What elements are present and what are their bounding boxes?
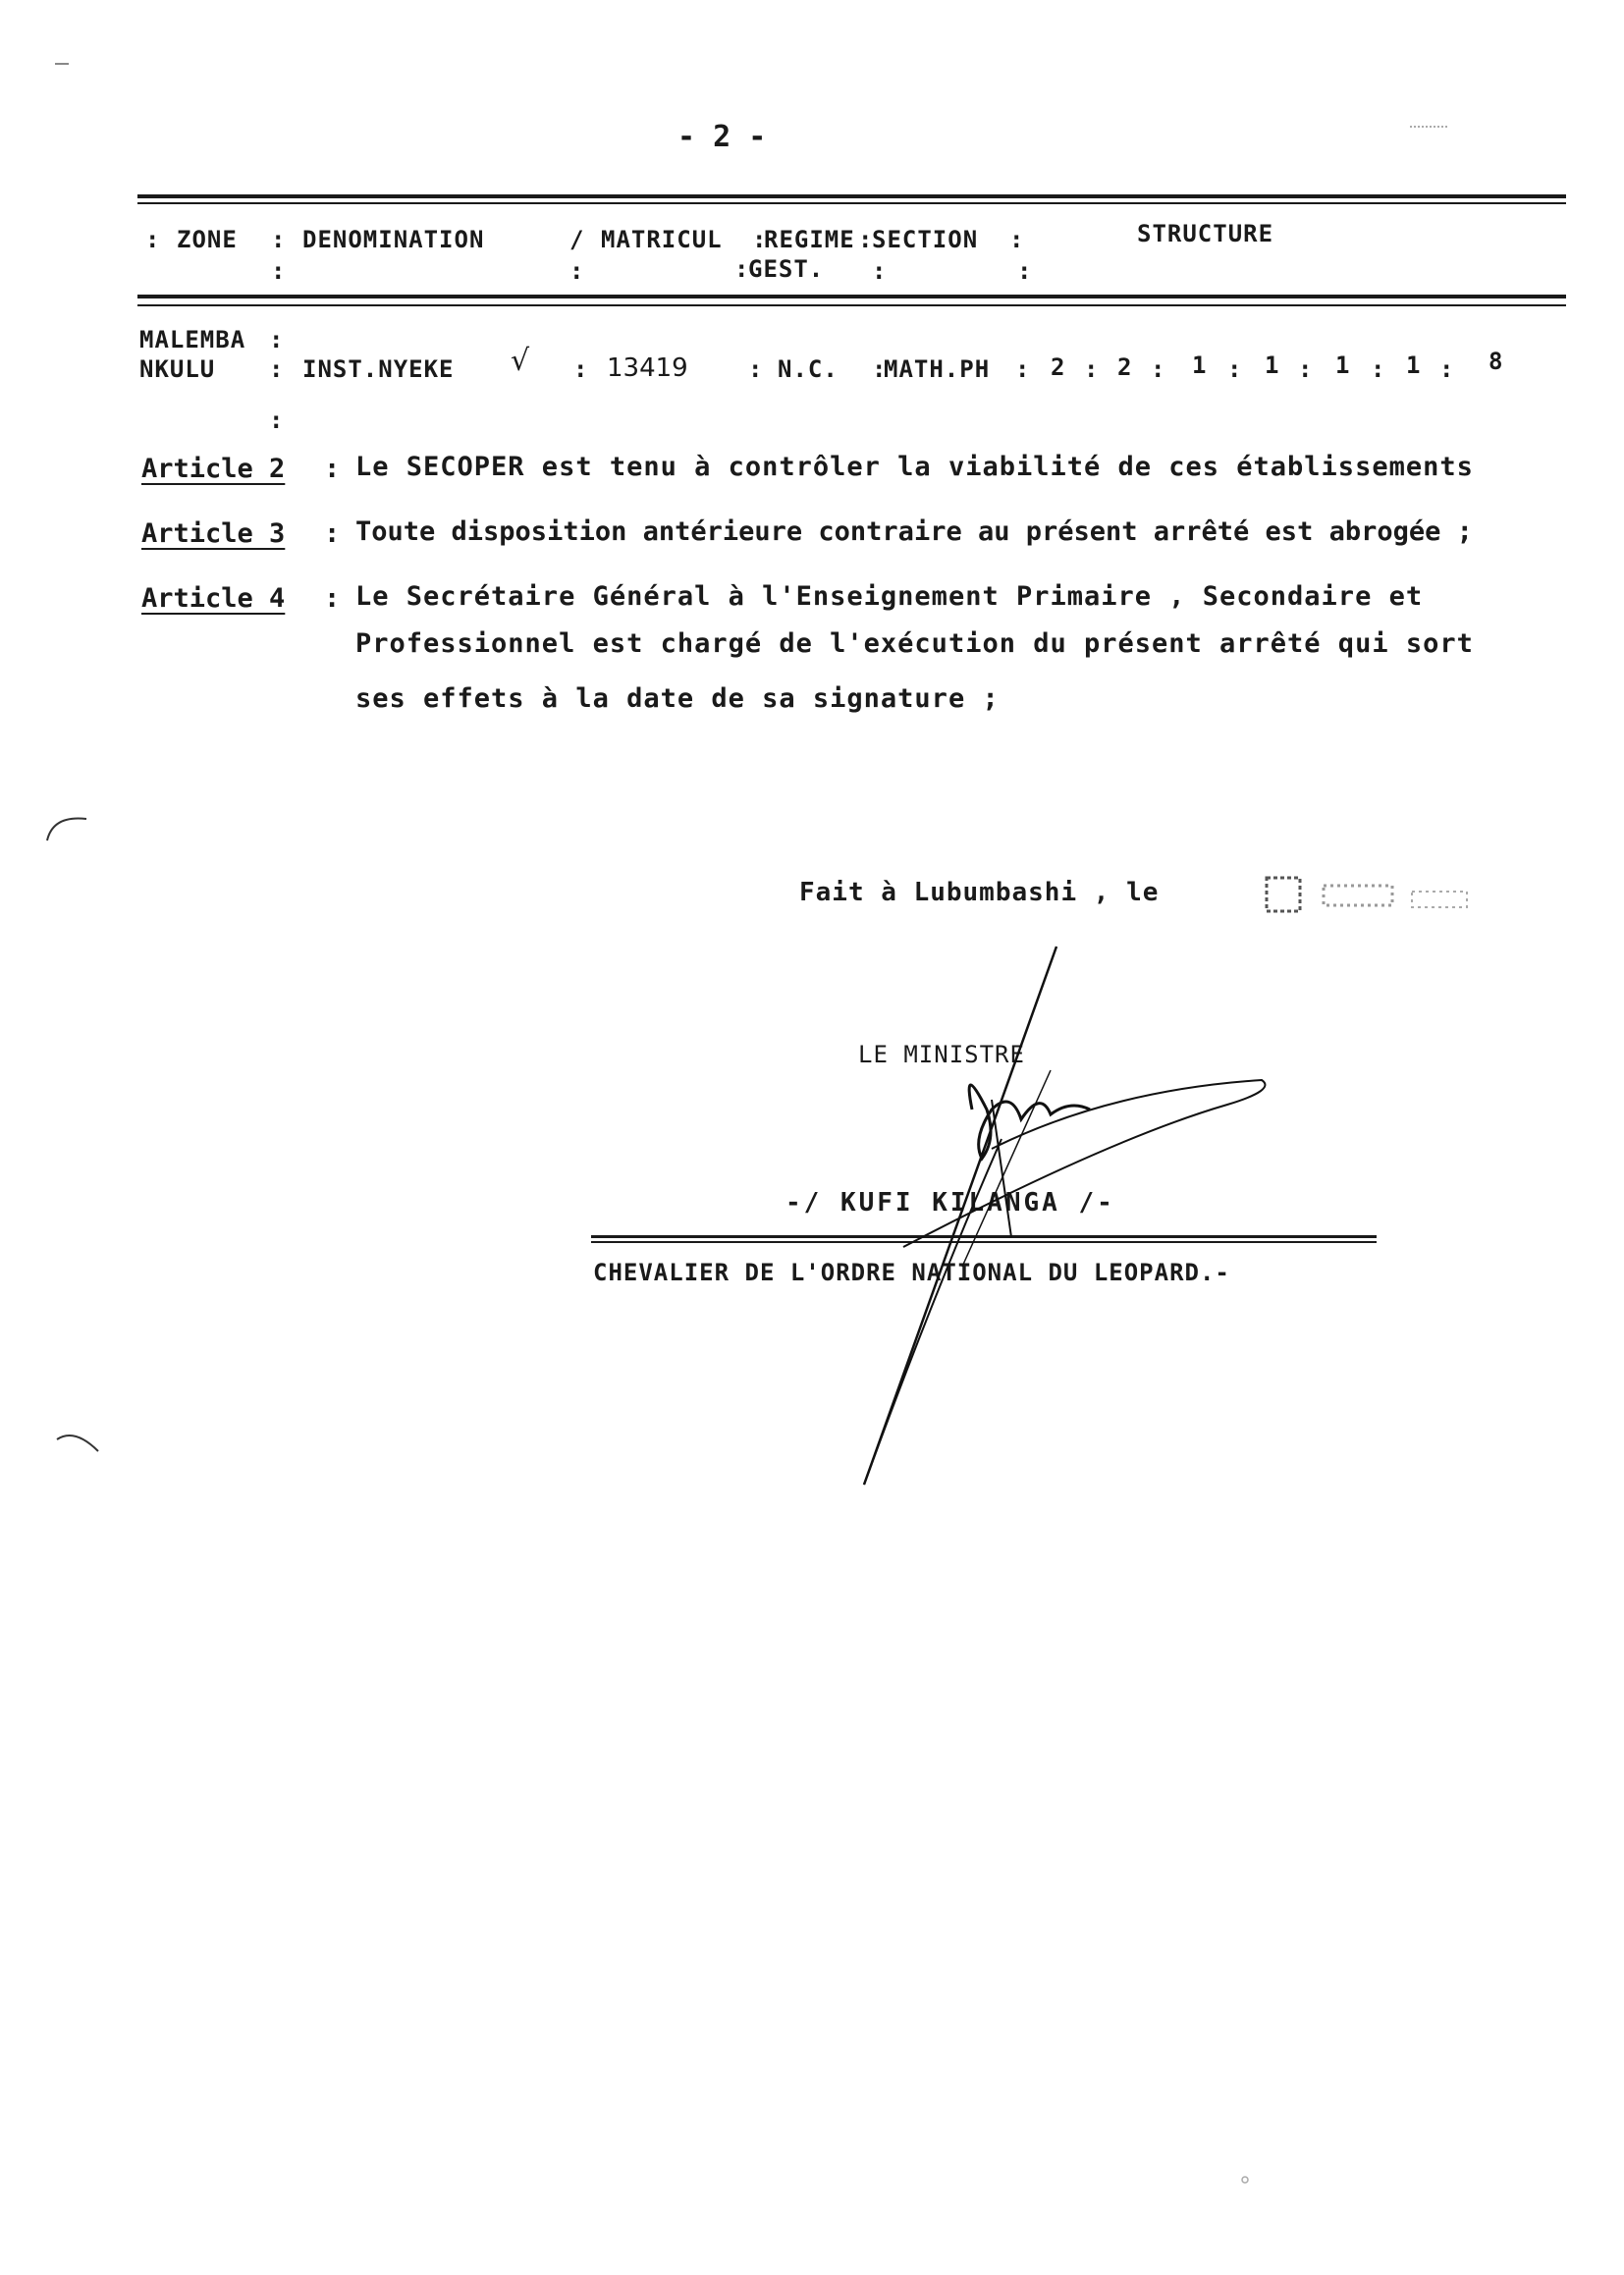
article-separator: :: [324, 583, 342, 614]
scan-speck: [1235, 2170, 1255, 2190]
header-separator: :: [569, 257, 585, 285]
handwritten-signature: [815, 943, 1286, 1492]
date-stamp-mark: [1265, 872, 1481, 921]
place-date: Fait à Lubumbashi , le: [799, 878, 1160, 907]
header-matricule: MATRICUL: [601, 226, 723, 253]
cell-regime: N.C.: [778, 355, 839, 383]
header-separator: :: [145, 226, 161, 253]
cell-separator: :: [1084, 355, 1100, 383]
structure-value: 2: [1051, 353, 1066, 381]
article-separator: :: [324, 518, 342, 549]
header-separator: :: [734, 255, 750, 283]
cell-separator: :: [1439, 355, 1455, 383]
header-separator: :: [752, 226, 768, 253]
cell-separator: :: [269, 406, 285, 434]
header-separator: /: [569, 226, 585, 253]
article-text-line: Professionnel est chargé de l'exécution du présent arrêté qui sort: [355, 628, 1474, 659]
header-separator: :: [1009, 226, 1025, 253]
structure-value: 1: [1192, 352, 1208, 379]
article-text-line: Le Secrétaire Général à l'Enseignement Primaire , Secondaire et: [355, 581, 1424, 612]
table-top-rule-thin: [137, 202, 1566, 204]
article-label: Article 4: [141, 583, 286, 614]
margin-mark: [55, 1430, 104, 1459]
table-top-rule: [137, 194, 1566, 198]
article-separator: :: [324, 454, 342, 484]
scan-speck: [55, 59, 75, 69]
cell-matricule: 13419: [607, 353, 688, 383]
article-text-line: Toute disposition antérieure contraire au présent arrêté est abrogée ;: [355, 516, 1473, 547]
cell-separator: :: [872, 355, 888, 383]
article-text-line: Le SECOPER est tenu à contrôler la viabilité de ces établissements: [355, 452, 1474, 482]
article-label: Article 3: [141, 518, 286, 549]
structure-value: 1: [1335, 352, 1351, 379]
cell-separator: :: [269, 326, 285, 353]
structure-value: 1: [1406, 352, 1422, 379]
signatory-distinction: CHEVALIER DE L'ORDRE NATIONAL DU LEOPARD.-: [593, 1259, 1230, 1286]
signatory-title: LE MINISTRE: [858, 1041, 1025, 1068]
header-separator: :: [271, 257, 287, 285]
header-separator: :: [858, 226, 874, 253]
signatory-name: -/ KUFI KILANGA /-: [785, 1188, 1115, 1218]
cell-separator: :: [1151, 355, 1166, 383]
table-header-rule-thin: [137, 304, 1566, 306]
margin-mark: [43, 805, 92, 844]
header-separator: :: [271, 226, 287, 253]
cell-separator: :: [1227, 355, 1243, 383]
structure-value: 2: [1117, 353, 1133, 381]
page-number: - 2 -: [677, 120, 767, 154]
header-structure: STRUCTURE: [1137, 220, 1274, 247]
header-separator: :: [1017, 257, 1033, 285]
article-text-line: ses effets à la date de sa signature ;: [355, 683, 1000, 714]
header-section: SECTION: [872, 226, 979, 253]
cell-separator: :: [1015, 355, 1031, 383]
scan-speck: [1410, 122, 1449, 132]
header-separator: :: [872, 257, 888, 285]
cell-separator: :: [748, 355, 764, 383]
header-denomination: DENOMINATION: [302, 226, 485, 253]
cell-zone-line2: NKULU: [139, 355, 216, 383]
cell-section: MATH.PH: [884, 355, 991, 383]
cell-zone-line1: MALEMBA: [139, 326, 246, 353]
header-regime-gest: GEST.: [748, 255, 825, 283]
article-label: Article 2: [141, 454, 286, 484]
cell-separator: :: [269, 355, 285, 383]
structure-value: 1: [1265, 352, 1280, 379]
cell-separator: :: [1298, 355, 1314, 383]
table-header-rule: [137, 295, 1566, 298]
header-zone: ZONE: [177, 226, 238, 253]
cell-separator: :: [1371, 355, 1386, 383]
cell-denomination: INST.NYEKE: [302, 355, 455, 383]
cell-separator: :: [573, 355, 589, 383]
header-regime: REGIME: [764, 226, 855, 253]
structure-value: 8: [1489, 348, 1504, 375]
check-mark: √: [511, 344, 530, 378]
